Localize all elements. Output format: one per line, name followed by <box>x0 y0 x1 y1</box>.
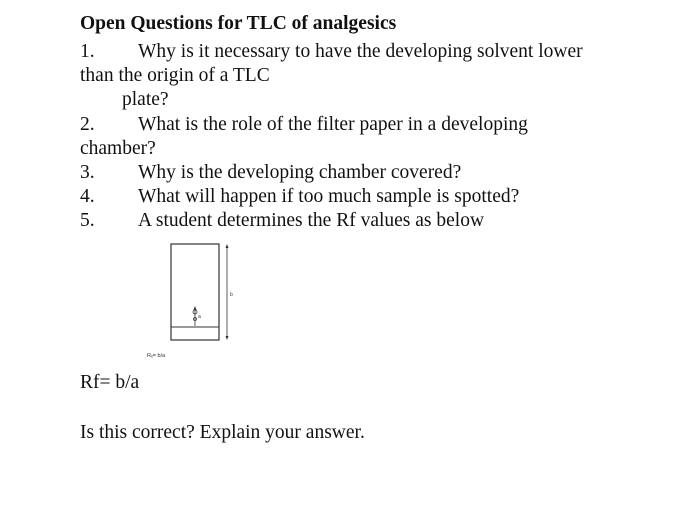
question-4-text: What will happen if too much sample is spotted? <box>138 186 520 207</box>
question-5-text: A student determines the Rf values as below <box>138 210 485 231</box>
question-4-number: 4. <box>80 186 95 207</box>
question-1-number: 1. <box>80 41 95 62</box>
question-2-number: 2. <box>80 114 95 135</box>
closing-question: Is this correct? Explain your answer. <box>80 422 365 443</box>
document-title: Open Questions for TLC of analgesics <box>80 13 397 34</box>
tlc-plate-figure <box>145 236 255 366</box>
question-2-text-continued: chamber? <box>80 138 156 159</box>
label-a: a <box>198 314 201 320</box>
distance-b-arrowhead-top <box>226 244 229 248</box>
question-1-text-end: plate? <box>122 89 169 110</box>
figure-caption: Rₓ= b/a <box>147 353 166 359</box>
question-3-number: 3. <box>80 162 95 183</box>
label-b: b <box>230 292 233 298</box>
rf-formula: Rf= b/a <box>80 372 140 393</box>
question-2-text: What is the role of the filter paper in a developing <box>138 114 528 135</box>
question-3-text: Why is the developing chamber covered? <box>138 162 462 183</box>
question-5-number: 5. <box>80 210 95 231</box>
question-1-text: Why is it necessary to have the developing solvent lower <box>138 41 583 62</box>
tlc-plate-diagram <box>145 236 255 366</box>
question-1-text-continued: than the origin of a TLC <box>80 65 270 86</box>
distance-b-arrowhead-bottom <box>226 336 229 340</box>
